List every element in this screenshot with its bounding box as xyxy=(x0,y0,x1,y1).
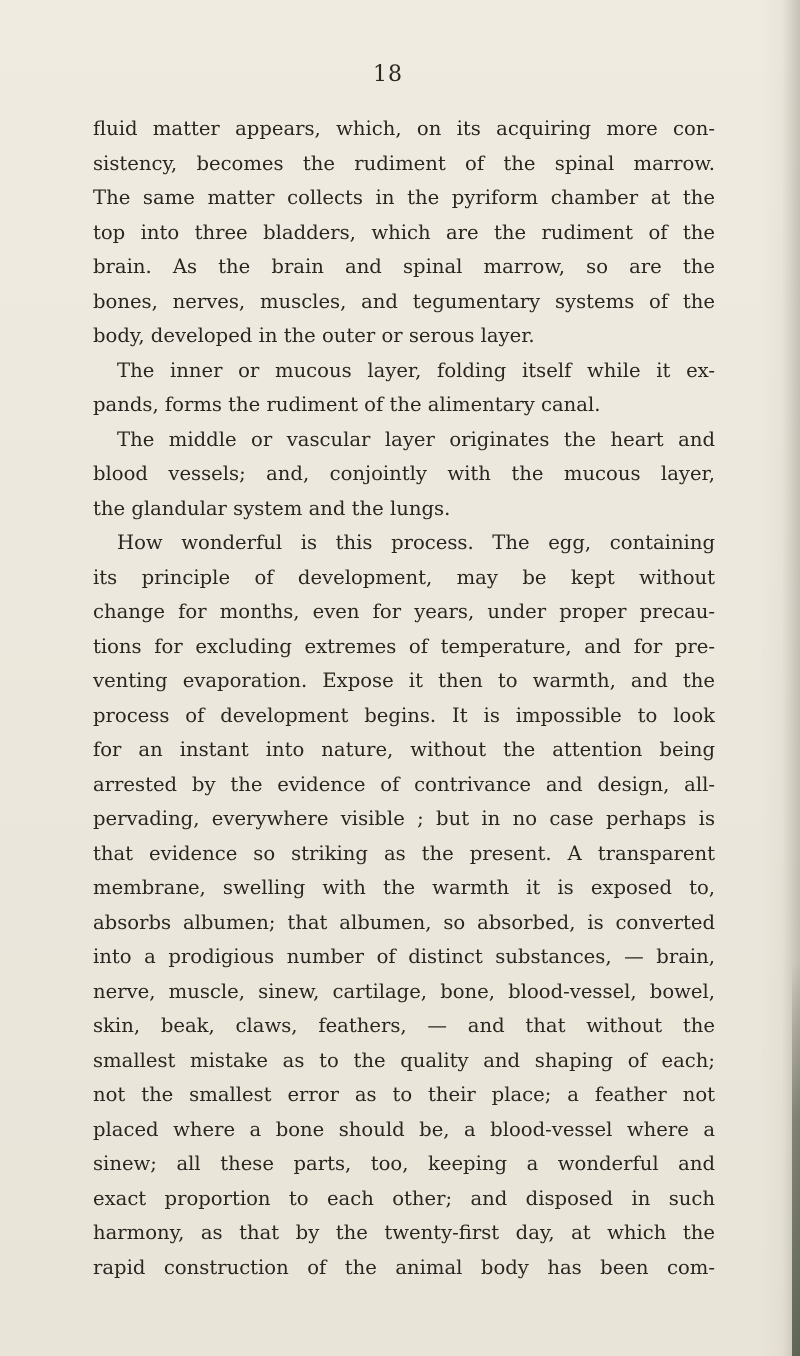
text-line: brain. As the brain and spinal marrow, so are the xyxy=(93,255,715,278)
text-line: change for months, even for years, under proper precau- xyxy=(93,600,715,623)
text-line: venting evaporation. Expose it then to warmth, and the xyxy=(93,669,715,692)
text-line: membrane, swelling with the warmth it is exposed to, xyxy=(93,876,715,899)
text-line: exact proportion to each other; and disposed in such xyxy=(93,1186,715,1210)
text-line: that evidence so striking as the present. A transparent xyxy=(93,841,715,865)
text-line: tions for excluding extremes of temperature, and for pre- xyxy=(93,634,715,658)
text-line: into a prodigious number of distinct substances, — brain, xyxy=(93,945,715,968)
text-line: placed where a bone should be, a blood-vessel where a xyxy=(93,1117,715,1141)
text-line: sinew; all these parts, too, keeping a wonderful and xyxy=(93,1152,715,1175)
page-number: 18 xyxy=(373,62,403,87)
text-line: top into three bladders, which are the rudiment of the xyxy=(93,220,715,244)
text-line: The same matter collects in the pyriform chamber at the xyxy=(93,186,715,209)
text-line: sistency, becomes the rudiment of the spinal marrow. xyxy=(93,151,715,175)
text-line: rapid construction of the animal body has been com- xyxy=(93,1255,715,1279)
text-line: fluid matter appears, which, on its acquiring more con- xyxy=(93,117,715,140)
text-line: process of development begins. It is impossible to look xyxy=(93,703,715,727)
text-line: its principle of development, may be kept without xyxy=(93,565,715,589)
text-line: not the smallest error as to their place; a feather not xyxy=(93,1083,715,1106)
text-line: for an instant into nature, without the attention being xyxy=(93,738,715,761)
text-line: smallest mistake as to the quality and shaping of each; xyxy=(93,1048,715,1072)
page-edge-stain xyxy=(792,960,800,1356)
text-line: nerve, muscle, sinew, cartilage, bone, blood-vessel, bowel, xyxy=(93,979,715,1003)
text-line: absorbs albumen; that albumen, so absorbed, is converted xyxy=(93,910,715,934)
text-line: bones, nerves, muscles, and tegumentary systems of the xyxy=(93,289,715,313)
text-line: skin, beak, claws, feathers, — and that without the xyxy=(93,1014,715,1037)
text-line: The middle or vascular layer originates the heart and xyxy=(117,427,715,451)
text-line: pands, forms the rudiment of the alimentary canal. xyxy=(93,393,601,416)
text-line: the glandular system and the lungs. xyxy=(93,496,451,520)
text-line: body, developed in the outer or serous layer. xyxy=(93,324,535,347)
text-line: How wonderful is this process. The egg, containing xyxy=(117,531,715,554)
body-text xyxy=(93,112,715,1285)
text-line: harmony, as that by the twenty-first day, at which the xyxy=(93,1221,715,1244)
text-line: arrested by the evidence of contrivance and design, all- xyxy=(93,772,715,796)
text-line: pervading, everywhere visible ; but in no case perhaps is xyxy=(93,807,715,830)
text-line: blood vessels; and, conjointly with the mucous layer, xyxy=(93,462,715,485)
text-line: The inner or mucous layer, folding itself while it ex- xyxy=(117,358,715,382)
